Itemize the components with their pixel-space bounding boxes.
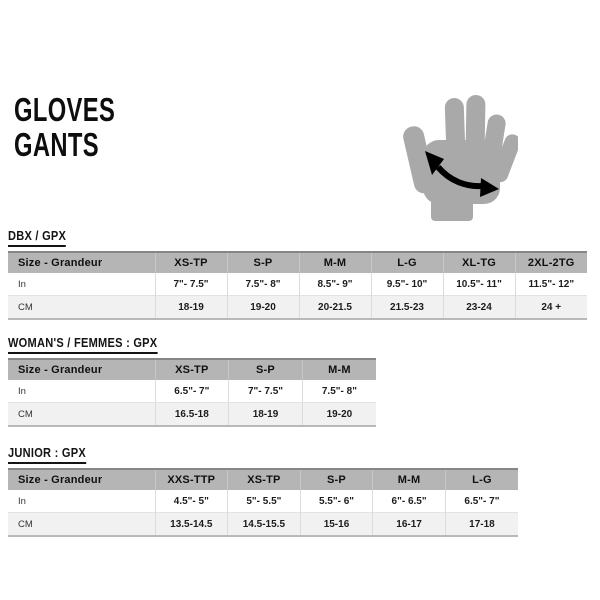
size-value: 11.5"- 12" — [515, 273, 587, 296]
hand-icon — [398, 80, 518, 228]
size-value: 10.5"- 11" — [443, 273, 515, 296]
hand-measure-illustration — [398, 80, 518, 228]
page-title-en: GLOVES — [14, 91, 116, 128]
size-value: 7"- 7.5" — [229, 380, 303, 403]
column-header: M-M — [373, 469, 446, 490]
section-womans-gpx — [8, 334, 376, 427]
size-value: 23-24 — [443, 296, 515, 320]
column-header: S-P — [227, 252, 299, 273]
row-label: In — [8, 273, 155, 296]
size-value: 5"- 5.5" — [228, 490, 301, 513]
table-row-cm — [8, 403, 376, 427]
table-row-cm — [8, 296, 587, 320]
column-header: L-G — [445, 469, 518, 490]
column-header: XS-TP — [155, 252, 227, 273]
section-title-dbx-gpx: DBX / GPX — [8, 229, 66, 247]
size-value: 7"- 7.5" — [155, 273, 227, 296]
size-value: 19-20 — [302, 403, 376, 427]
column-header: M-M — [302, 359, 376, 380]
size-table-womans-gpx — [8, 358, 376, 427]
column-header: M-M — [299, 252, 371, 273]
size-value: 7.5"- 8" — [302, 380, 376, 403]
size-value: 15-16 — [300, 513, 373, 537]
size-value: 19-20 — [227, 296, 299, 320]
page-title — [14, 92, 115, 162]
table-header-row — [8, 469, 518, 490]
column-header: XS-TP — [228, 469, 301, 490]
section-junior-gpx — [8, 444, 518, 537]
size-value: 16.5-18 — [155, 403, 229, 427]
column-header: 2XL-2TG — [515, 252, 587, 273]
column-header: L-G — [371, 252, 443, 273]
page-title-fr: GANTS — [14, 126, 99, 163]
table-row-inches — [8, 380, 376, 403]
size-value: 5.5"- 6" — [300, 490, 373, 513]
size-value: 18-19 — [229, 403, 303, 427]
size-value: 6"- 6.5" — [373, 490, 446, 513]
column-header: Size - Grandeur — [8, 252, 155, 273]
size-table-dbx-gpx — [8, 251, 587, 320]
row-label: CM — [8, 296, 155, 320]
size-value: 21.5-23 — [371, 296, 443, 320]
size-value: 6.5"- 7" — [155, 380, 229, 403]
table-row-cm — [8, 513, 518, 537]
size-value: 14.5-15.5 — [228, 513, 301, 537]
row-label: CM — [8, 513, 155, 537]
size-value: 13.5-14.5 — [155, 513, 228, 537]
column-header: XL-TG — [443, 252, 515, 273]
row-label: In — [8, 380, 155, 403]
column-header: S-P — [300, 469, 373, 490]
size-value: 7.5"- 8" — [227, 273, 299, 296]
section-title-womans-gpx: WOMAN'S / FEMMES : GPX — [8, 336, 157, 354]
size-value: 20-21.5 — [299, 296, 371, 320]
size-value: 8.5"- 9" — [299, 273, 371, 296]
section-dbx-gpx — [8, 227, 587, 320]
table-row-inches — [8, 273, 587, 296]
section-title-junior-gpx: JUNIOR : GPX — [8, 446, 86, 464]
size-value: 18-19 — [155, 296, 227, 320]
size-value: 17-18 — [445, 513, 518, 537]
column-header: Size - Grandeur — [8, 359, 155, 380]
table-header-row — [8, 359, 376, 380]
size-table-junior-gpx — [8, 468, 518, 537]
size-value: 6.5"- 7" — [445, 490, 518, 513]
table-header-row — [8, 252, 587, 273]
column-header: S-P — [229, 359, 303, 380]
size-value: 4.5"- 5" — [155, 490, 228, 513]
table-row-inches — [8, 490, 518, 513]
column-header: XS-TP — [155, 359, 229, 380]
size-value: 9.5"- 10" — [371, 273, 443, 296]
column-header: XXS-TTP — [155, 469, 228, 490]
row-label: In — [8, 490, 155, 513]
row-label: CM — [8, 403, 155, 427]
size-value: 16-17 — [373, 513, 446, 537]
column-header: Size - Grandeur — [8, 469, 155, 490]
size-value: 24 + — [515, 296, 587, 320]
